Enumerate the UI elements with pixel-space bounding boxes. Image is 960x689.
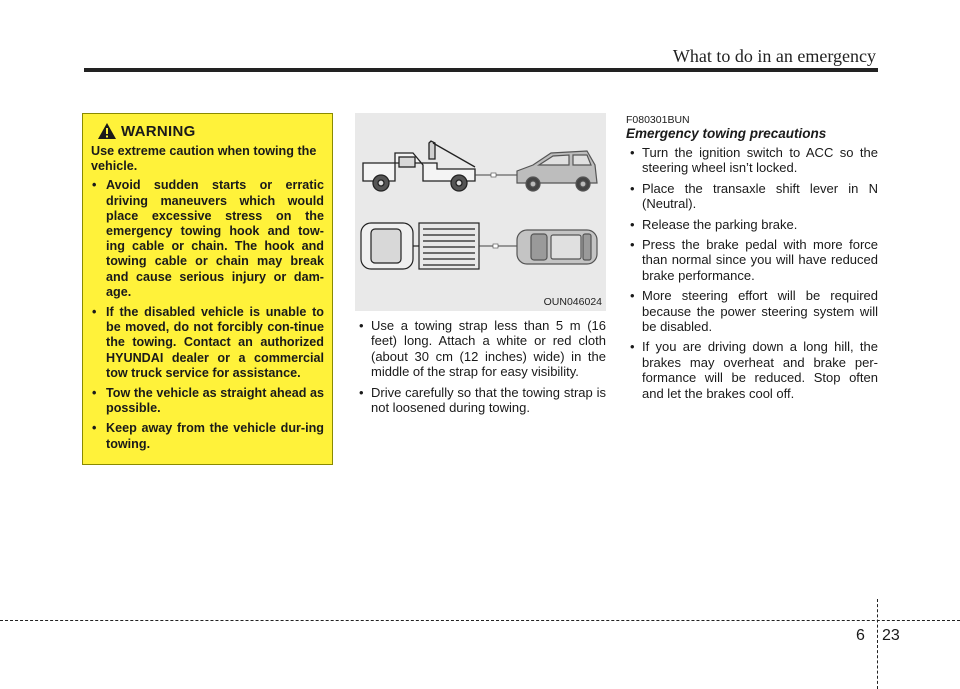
- list-item: • Use a towing strap less than 5 m (16 feet) long. Attach a white or red cloth (about 30 cm (12 inches) wide) in the middle of the strap for easy visibility.: [355, 318, 606, 380]
- list-item: • Release the parking brake.: [626, 217, 878, 232]
- warning-triangle-icon: [97, 122, 117, 140]
- warning-title: WARNING: [121, 122, 196, 140]
- chapter-number: 6: [856, 627, 865, 644]
- warning-item: • Keep away from the vehicle dur-ing towing.: [91, 421, 324, 451]
- list-item: • More steering effort will be required because the power steering system will be disabled.: [626, 288, 878, 334]
- towed-car-side-illustration: [517, 151, 597, 191]
- tow-truck-side-illustration: [363, 141, 475, 191]
- list-item: • Drive carefully so that the towing strap is not loosened during towing.: [355, 385, 606, 416]
- precautions-list: [626, 145, 878, 406]
- towing-diagram: [355, 113, 606, 311]
- list-item: • Place the transaxle shift lever in N (Neutral).: [626, 181, 878, 212]
- section-title: Emergency towing precautions: [626, 126, 827, 141]
- towed-car-top-illustration: [517, 230, 597, 264]
- figure-code: OUN046024: [543, 296, 602, 308]
- list-item: • If you are driving down a long hill, the brakes may overheat and brake per-formance will be reduced. Stop often and let the brakes cool off.: [626, 339, 878, 401]
- warning-heading: [97, 122, 324, 140]
- warning-item: • Avoid sudden starts or erratic driving maneuvers which would place excessive stress on the emergency towing hook and tow-ing cable or chain. The hook and towing cable or chain may break and cause serious injury or dam-age.: [91, 178, 324, 300]
- footer-divider: [877, 599, 878, 689]
- tow-truck-top-illustration: [361, 223, 479, 269]
- list-item: • Press the brake pedal with more force than normal since you will have reduced brake performance.: [626, 237, 878, 283]
- towing-strap-list: [355, 318, 606, 420]
- warning-item: • Tow the vehicle as straight ahead as possible.: [91, 386, 324, 416]
- warning-intro: Use extreme caution when towing the vehicle.: [91, 144, 317, 174]
- header-rule: [84, 68, 878, 72]
- warning-list: [91, 178, 324, 451]
- warning-item: • If the disabled vehicle is unable to be moved, do not forcibly con-tinue the towing. Contact an authorized HYUNDAI dealer or a commercial tow truck service for assistance.: [91, 305, 324, 381]
- section-header-title: What to do in an emergency: [672, 46, 876, 66]
- section-code: F080301BUN: [626, 114, 690, 126]
- towing-illustration: [355, 113, 606, 311]
- footer-rule: [0, 620, 960, 621]
- list-item: • Turn the ignition switch to ACC so the steering wheel isn’t locked.: [626, 145, 878, 176]
- warning-box: [82, 113, 333, 465]
- page-number: 23: [882, 627, 900, 644]
